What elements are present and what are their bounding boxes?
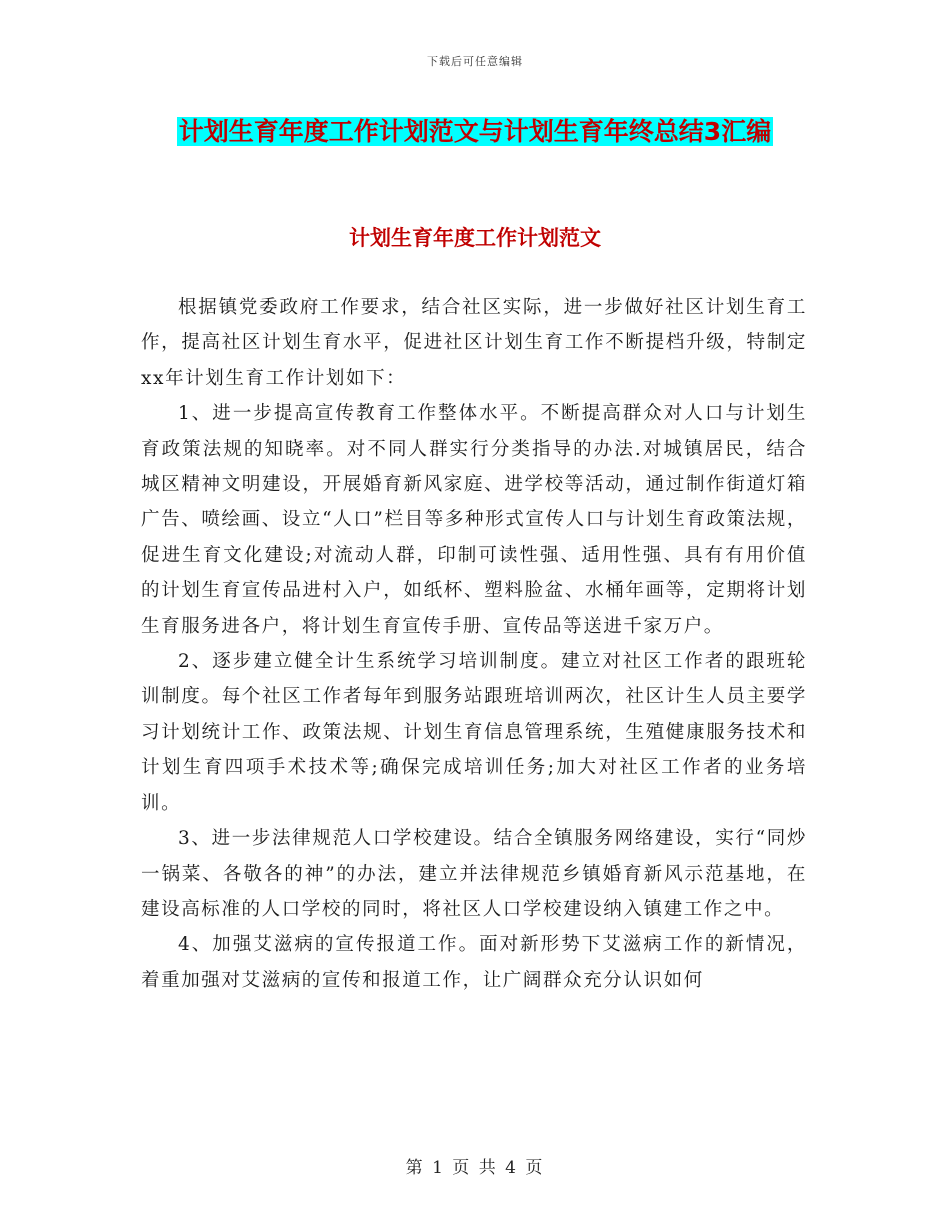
paragraph: 3、进一步法律规范人口学校建设。结合全镇服务网络建设，实行“同炒一锅菜、各敬各的神”的办法，建立并法律规范乡镇婚育新风示范基地，在建设高标准的人口学校的同时，将社区人口学校建设纳入镇建工作之中。: [141, 828, 807, 920]
section-title: 计划生育年度工作计划范文: [349, 226, 601, 250]
page-footer: 第 1 页 共 4 页: [405, 1158, 545, 1178]
body-text: [141, 290, 807, 998]
document-title-text: 计划生育年度工作计划范文与计划生育年终总结3汇编: [178, 117, 772, 146]
document-title: [140, 108, 810, 156]
paragraph: 2、逐步建立健全计生系统学习培训制度。建立对社区工作者的跟班轮训制度。每个社区工作者每年到服务站跟班培训两次，社区计生人员主要学习计划统计工作、政策法规、计划生育信息管理系统，生殖健康服务技术和计划生育四项手术技术等;确保完成培训任务;加大对社区工作者的业务培训。: [141, 651, 807, 814]
paragraph: 根据镇党委政府工作要求，结合社区实际，进一步做好社区计划生育工作，提高社区计划生育水平，促进社区计划生育工作不断提档升级，特制定xx年计划生育工作计划如下：: [141, 297, 807, 389]
paragraph: 1、进一步提高宣传教育工作整体水平。不断提高群众对人口与计划生育政策法规的知晓率。对不同人群实行分类指导的办法.对城镇居民，结合城区精神文明建设，开展婚育新风家庭、进学校等活动，通过制作街道灯箱广告、喷绘画、设立“人口”栏目等多种形式宣传人口与计划生育政策法规，促进生育文化建设;对流动人群，印制可读性强、适用性强、具有有用价值的计划生育宣传品进村入户，如纸杯、塑料脸盆、水桶年画等，定期将计划生育服务进各户，将计划生育宣传手册、宣传品等送进千家万户。: [141, 403, 807, 637]
header-note: 下载后可任意编辑: [427, 55, 523, 68]
paragraph: 4、加强艾滋病的宣传报道工作。面对新形势下艾滋病工作的新情况，着重加强对艾滋病的宣传和报道工作，让广阔群众充分认识如何: [141, 934, 807, 991]
